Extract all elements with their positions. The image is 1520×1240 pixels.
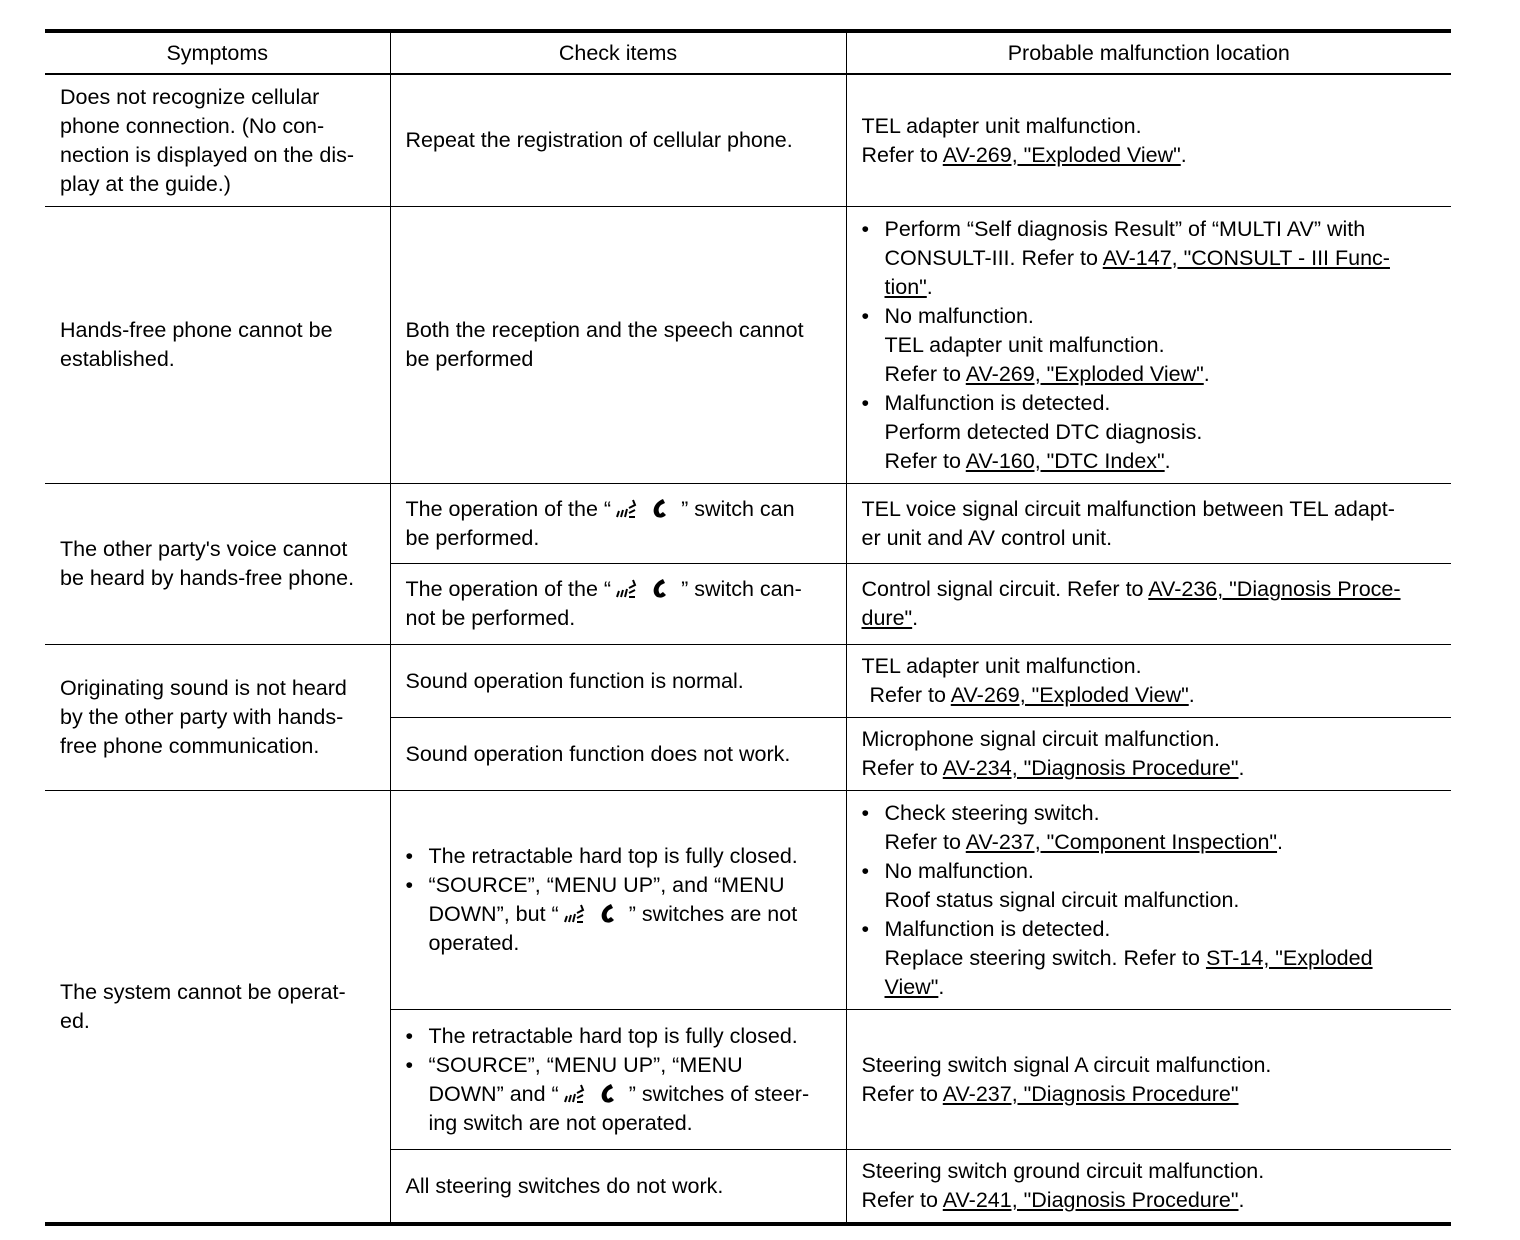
text-line: free phone communication. bbox=[60, 734, 320, 758]
text-line: not be performed. bbox=[405, 606, 576, 630]
location-cell bbox=[846, 484, 1451, 564]
text-line: established. bbox=[60, 347, 175, 371]
ref-link[interactable]: AV-234, "Diagnosis Procedure" bbox=[942, 756, 1239, 780]
text-line: Both the reception and the speech cannot bbox=[405, 318, 804, 342]
text-line: Roof status signal circuit malfunction. bbox=[884, 887, 1240, 912]
text-line bbox=[862, 273, 1444, 302]
text: ” switches of steer- bbox=[628, 1081, 810, 1106]
header-location: Probable malfunction location bbox=[846, 31, 1451, 74]
text-line: Repeat the registration of cellular phone. bbox=[405, 128, 793, 152]
ref-link[interactable]: View" bbox=[884, 974, 939, 999]
text: Refer to bbox=[861, 142, 943, 167]
text-line bbox=[862, 244, 1444, 273]
location-cell bbox=[846, 1010, 1451, 1150]
bullet-item: • No malfunction. bbox=[862, 302, 1444, 331]
text-line bbox=[406, 495, 838, 524]
bullet-item: • Malfunction is detected. bbox=[862, 389, 1444, 418]
text: . bbox=[1238, 1188, 1245, 1212]
text-line bbox=[862, 360, 1444, 389]
text-line bbox=[406, 900, 838, 929]
text-line: TEL adapter unit malfunction. bbox=[861, 654, 1142, 678]
text-line: play at the guide.) bbox=[60, 171, 231, 196]
bullet-item: • “SOURCE”, “MENU UP”, and “MENU bbox=[406, 871, 838, 900]
text: Refer to bbox=[869, 683, 951, 707]
text-line: All steering switches do not work. bbox=[405, 1173, 724, 1198]
symptom-cell bbox=[45, 74, 390, 207]
location-cell bbox=[846, 1150, 1451, 1225]
voice-phone-switch-icon bbox=[561, 902, 627, 926]
check-cell bbox=[390, 1010, 846, 1150]
voice-phone-switch-icon bbox=[613, 577, 679, 601]
ref-link[interactable]: AV-269, "Exploded View" bbox=[950, 683, 1189, 707]
text-line: by the other party with hands- bbox=[60, 705, 344, 729]
bullet-item: • Perform “Self diagnosis Result” of “MULTI AV” with bbox=[862, 215, 1444, 244]
text-line: er unit and AV control unit. bbox=[861, 525, 1113, 550]
check-cell bbox=[390, 207, 846, 484]
text-line: be heard by hands-free phone. bbox=[60, 566, 355, 590]
symptom-cell bbox=[45, 791, 390, 1225]
ref-link[interactable]: AV-237, "Component Inspection" bbox=[965, 829, 1278, 854]
ref-link[interactable]: AV-237, "Diagnosis Procedure" bbox=[942, 1081, 1239, 1106]
table-row bbox=[45, 484, 1451, 564]
text: Control signal circuit. Refer to bbox=[861, 577, 1149, 601]
text-line: The other party's voice cannot bbox=[60, 537, 348, 561]
text-line: Steering switch signal A circuit malfunction. bbox=[861, 1052, 1272, 1077]
text-line: phone connection. (No con- bbox=[60, 113, 325, 138]
text: Refer to bbox=[884, 829, 966, 854]
symptom-cell bbox=[45, 207, 390, 484]
ref-link[interactable]: AV-160, "DTC Index" bbox=[965, 448, 1165, 473]
header-symptoms: Symptoms bbox=[166, 40, 269, 65]
ref-link[interactable]: ST-14, "Exploded bbox=[1205, 945, 1373, 970]
ref-link[interactable]: AV-241, "Diagnosis Procedure" bbox=[942, 1188, 1239, 1212]
text: Refer to bbox=[884, 448, 966, 473]
location-cell bbox=[846, 564, 1451, 645]
bullet-item: • Check steering switch. bbox=[862, 799, 1444, 828]
text-line: TEL adapter unit malfunction. bbox=[884, 332, 1165, 357]
location-cell bbox=[846, 207, 1451, 484]
symptom-cell bbox=[45, 484, 390, 645]
location-cell bbox=[846, 645, 1451, 718]
text: . bbox=[926, 274, 933, 299]
text-line bbox=[862, 447, 1444, 476]
bullet-item: • Malfunction is detected. bbox=[862, 915, 1444, 944]
check-cell bbox=[390, 718, 846, 791]
table-row bbox=[45, 791, 1451, 1010]
text-line: be performed. bbox=[405, 525, 540, 550]
text-line bbox=[862, 575, 1444, 604]
header-check-items: Check items bbox=[390, 31, 846, 74]
symptom-cell bbox=[45, 645, 390, 791]
bullet-item: • The retractable hard top is fully closed. bbox=[406, 1022, 838, 1051]
text-line: Sound operation function does not work. bbox=[405, 741, 791, 766]
text-line: Does not recognize cellular bbox=[60, 84, 320, 109]
text: DOWN”, but “ bbox=[428, 902, 559, 926]
text: . bbox=[1164, 448, 1171, 473]
text-line: TEL adapter unit malfunction. bbox=[861, 113, 1142, 138]
text: ” switch can bbox=[681, 496, 795, 521]
text: The operation of the “ bbox=[405, 577, 612, 601]
voice-phone-switch-icon bbox=[613, 497, 679, 521]
text-line: Hands-free phone cannot be bbox=[60, 318, 333, 342]
diagnosis-table bbox=[45, 29, 1451, 1226]
text-line bbox=[862, 944, 1444, 973]
check-cell bbox=[390, 645, 846, 718]
bullet-item: • “SOURCE”, “MENU UP”, “MENU bbox=[406, 1051, 838, 1080]
location-cell bbox=[846, 718, 1451, 791]
text: Refer to bbox=[861, 1081, 943, 1106]
text-line: ed. bbox=[60, 1008, 90, 1033]
bullet-item: • No malfunction. bbox=[862, 857, 1444, 886]
text-line: nection is displayed on the dis- bbox=[60, 142, 355, 167]
text-line: The system cannot be operat- bbox=[60, 979, 346, 1004]
text-line bbox=[862, 1080, 1444, 1109]
text: . bbox=[1238, 756, 1245, 780]
text-line bbox=[862, 973, 1444, 1002]
table-row bbox=[45, 74, 1451, 207]
ref-link[interactable]: AV-269, "Exploded View" bbox=[965, 361, 1204, 386]
check-cell bbox=[390, 74, 846, 207]
text-line bbox=[862, 828, 1444, 857]
text: . bbox=[1203, 361, 1210, 386]
text-line: TEL voice signal circuit malfunction between TEL adapt- bbox=[861, 496, 1395, 521]
text: . bbox=[1180, 142, 1187, 167]
ref-link[interactable]: tion" bbox=[884, 274, 927, 299]
text: Refer to bbox=[861, 1188, 943, 1212]
check-cell bbox=[390, 484, 846, 564]
check-cell bbox=[390, 1150, 846, 1225]
table-row bbox=[45, 645, 1451, 718]
text-line bbox=[862, 604, 1444, 633]
text: ” switch can- bbox=[681, 577, 802, 601]
text-line: Originating sound is not heard bbox=[60, 676, 347, 700]
check-cell bbox=[390, 791, 846, 1010]
text-line bbox=[406, 1080, 838, 1109]
text-line bbox=[862, 681, 1444, 710]
text: Refer to bbox=[861, 756, 943, 780]
text: DOWN” and “ bbox=[428, 1081, 559, 1106]
text-line: operated. bbox=[428, 931, 520, 955]
text-line: be performed bbox=[405, 347, 534, 371]
bullet-item: • The retractable hard top is fully closed. bbox=[406, 842, 838, 871]
text: The operation of the “ bbox=[405, 496, 612, 521]
text-line: Steering switch ground circuit malfunction. bbox=[861, 1159, 1265, 1183]
text: . bbox=[938, 974, 945, 999]
text-line bbox=[862, 141, 1444, 170]
text: . bbox=[1277, 829, 1284, 854]
ref-link[interactable]: AV-147, "CONSULT - III Func- bbox=[1102, 245, 1390, 270]
text: . bbox=[912, 606, 919, 630]
text: Refer to bbox=[884, 361, 966, 386]
check-cell bbox=[390, 564, 846, 645]
ref-link[interactable]: AV-269, "Exploded View" bbox=[942, 142, 1181, 167]
ref-link[interactable]: dure" bbox=[861, 606, 913, 630]
voice-phone-switch-icon bbox=[561, 1082, 627, 1106]
location-cell bbox=[846, 791, 1451, 1010]
text-line bbox=[862, 1186, 1444, 1215]
text: ” switches are not bbox=[628, 902, 798, 926]
text: CONSULT-III. Refer to bbox=[884, 245, 1103, 270]
header-row bbox=[45, 31, 1451, 74]
text-line: Microphone signal circuit malfunction. bbox=[861, 727, 1220, 751]
text-line bbox=[862, 754, 1444, 783]
text-line: Perform detected DTC diagnosis. bbox=[884, 419, 1203, 444]
text: Replace steering switch. Refer to bbox=[884, 945, 1206, 970]
text-line: Sound operation function is normal. bbox=[405, 668, 744, 693]
text-line: ing switch are not operated. bbox=[428, 1110, 693, 1135]
table-row bbox=[45, 207, 1451, 484]
text-line bbox=[406, 575, 838, 604]
text: . bbox=[1188, 683, 1195, 707]
ref-link[interactable]: AV-236, "Diagnosis Proce- bbox=[1148, 577, 1401, 601]
location-cell bbox=[846, 74, 1451, 207]
